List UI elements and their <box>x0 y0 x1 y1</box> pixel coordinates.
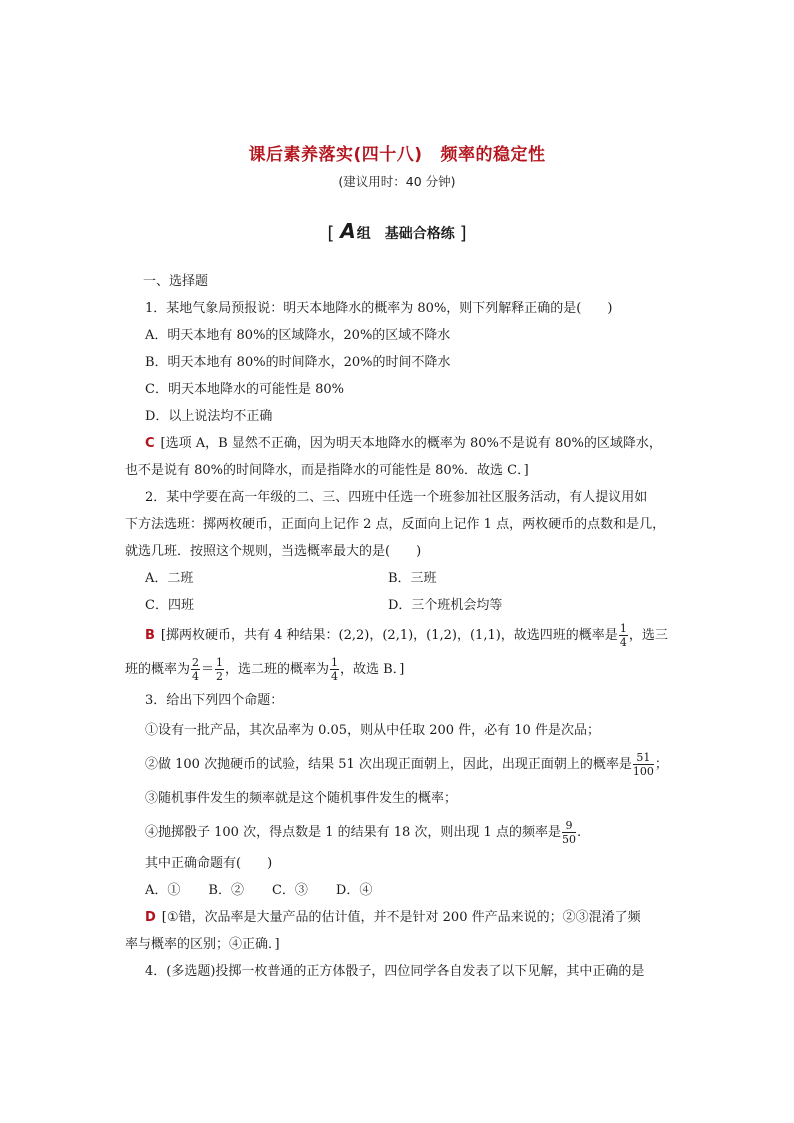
q3-option-b: B．② <box>208 883 244 898</box>
q2-option-d: D．三个班机会均等 <box>388 598 503 613</box>
q3-explanation-line-1 <box>145 904 685 931</box>
q3-options <box>145 877 685 904</box>
equals-sign: ＝ <box>201 662 215 677</box>
q3-proposition-2 <box>145 748 685 782</box>
q2-exp2-text-a: 班的概率为 <box>125 662 191 677</box>
q3-ask: 其中正确命题有( ) <box>145 856 273 871</box>
q1-option-b: B．明天本地有 80%的时间降水，20%的时间不降水 <box>145 355 451 370</box>
q1-option-d: D．以上说法均不正确 <box>145 409 273 424</box>
q2-options-row-1 <box>145 565 685 592</box>
fraction-one-quarter-2: $\frac{1}{4}$ <box>331 656 339 683</box>
q3-proposition-4 <box>145 816 685 850</box>
q2-option-b: B．三班 <box>388 571 437 586</box>
group-letter: A <box>340 219 356 243</box>
q3-p4-text: ④抛掷骰子 100 次，得点数是 1 的结果有 18 次，则出现 1 点的频率是 <box>145 825 561 840</box>
q3-exp1-text: [①错，次品率是大量产品的估计值，并不是针对 200 件产品来说的；②③混淆了频 <box>161 910 641 925</box>
q3-stem: 3．给出下列四个命题： <box>145 693 284 708</box>
q3-p2-text: ②做 100 次抛硬币的试验，结果 51 次出现正面朝上，因此，出现正面朝上的概率是 <box>145 757 632 772</box>
title-part-1: 课后素养落实(四十八) <box>248 145 423 165</box>
page-title <box>0 140 794 165</box>
q3-explanation-line-2: 率与概率的区别；④正确．] <box>125 937 280 952</box>
q1-option-a: A．明天本地有 80%的区域降水，20%的区域不降水 <box>145 328 451 343</box>
q3-p4-end: . <box>576 825 582 840</box>
q2-option-a: A．二班 <box>145 571 194 586</box>
q1-explanation-line-2: 也不是说有 80%的时间降水，而是指降水的可能性是 80%．故选 C．] <box>125 463 529 478</box>
section-heading: 一、选择题 <box>143 274 209 289</box>
bracket-open: [ <box>327 223 335 244</box>
q1-option-c: C．明天本地降水的可能性是 80% <box>145 382 344 397</box>
q1-stem: 1．某地气象局预报说：明天本地降水的概率为 80%，则下列解释正确的是( ) <box>145 301 613 316</box>
q1-answer: C <box>145 436 155 451</box>
q3-option-d: D．④ <box>335 883 373 898</box>
q3-option-c: C．③ <box>271 883 308 898</box>
title-part-2: 频率的稳定性 <box>440 145 546 165</box>
q4-stem: 4．(多选题)投掷一枚普通的正方体骰子，四位同学各自发表了以下见解，其中正确的是 <box>145 964 645 979</box>
q2-options-row-2 <box>145 592 685 619</box>
q2-exp2-text-b: ，选二班的概率为 <box>225 662 330 677</box>
group-label: 组 基础合格练 <box>356 226 455 242</box>
q2-exp2-text-c: ，故选 B．] <box>340 662 405 677</box>
fraction-two-quarters: $\frac{2}{4}$ <box>192 656 200 683</box>
fraction-one-half: $\frac{1}{2}$ <box>216 656 224 683</box>
question-content <box>125 268 685 985</box>
q3-p2-end: ； <box>654 757 668 772</box>
q2-option-c: C．四班 <box>145 598 194 613</box>
q1-exp1-text: [选项 A，B 显然不正确，因为明天本地降水的概率为 80%不是说有 80%的区域降水， <box>160 436 662 451</box>
q2-exp1-text: [掷两枚硬币，共有 4 种结果：(2,2)，(2,1)，(1,2)，(1,1)，故选四班的概率是 <box>160 628 618 643</box>
fraction-one-quarter: $\frac{1}{4}$ <box>619 622 627 649</box>
bracket-close: ] <box>459 223 467 244</box>
fraction-9-50: $\frac{9}{50}$ <box>561 819 576 846</box>
q2-explanation-line-2 <box>125 653 685 687</box>
q1-explanation-line-1 <box>145 430 685 457</box>
q2-explanation-line-1 <box>145 619 685 653</box>
q3-option-a: A．① <box>145 883 181 898</box>
q2-exp1-tail: ，选三 <box>628 628 668 643</box>
fraction-51-100: $\frac{51}{100}$ <box>632 751 654 778</box>
suggested-time: (建议用时：40 分钟) <box>338 174 456 189</box>
q3-proposition-3: ③随机事件发生的频率就是这个随机事件发生的概率； <box>145 791 458 806</box>
q2-stem-line-2: 下方法选班：掷两枚硬币，正面向上记作 2 点，反面向上记作 1 点，两枚硬币的点数和是几， <box>125 517 666 532</box>
q2-answer: B <box>145 628 155 643</box>
q2-stem-line-1: 2．某中学要在高一年级的二、三、四班中任选一个班参加社区服务活动，有人提议用如 <box>145 490 648 505</box>
q3-proposition-1: ①设有一批产品，其次品率为 0.05，则从中任取 200 件，必有 10 件是次品； <box>145 723 600 738</box>
q3-answer: D <box>145 910 156 925</box>
group-heading <box>0 219 794 244</box>
q2-stem-line-3: 就选几班．按照这个规则，当选概率最大的是( ) <box>125 544 422 559</box>
